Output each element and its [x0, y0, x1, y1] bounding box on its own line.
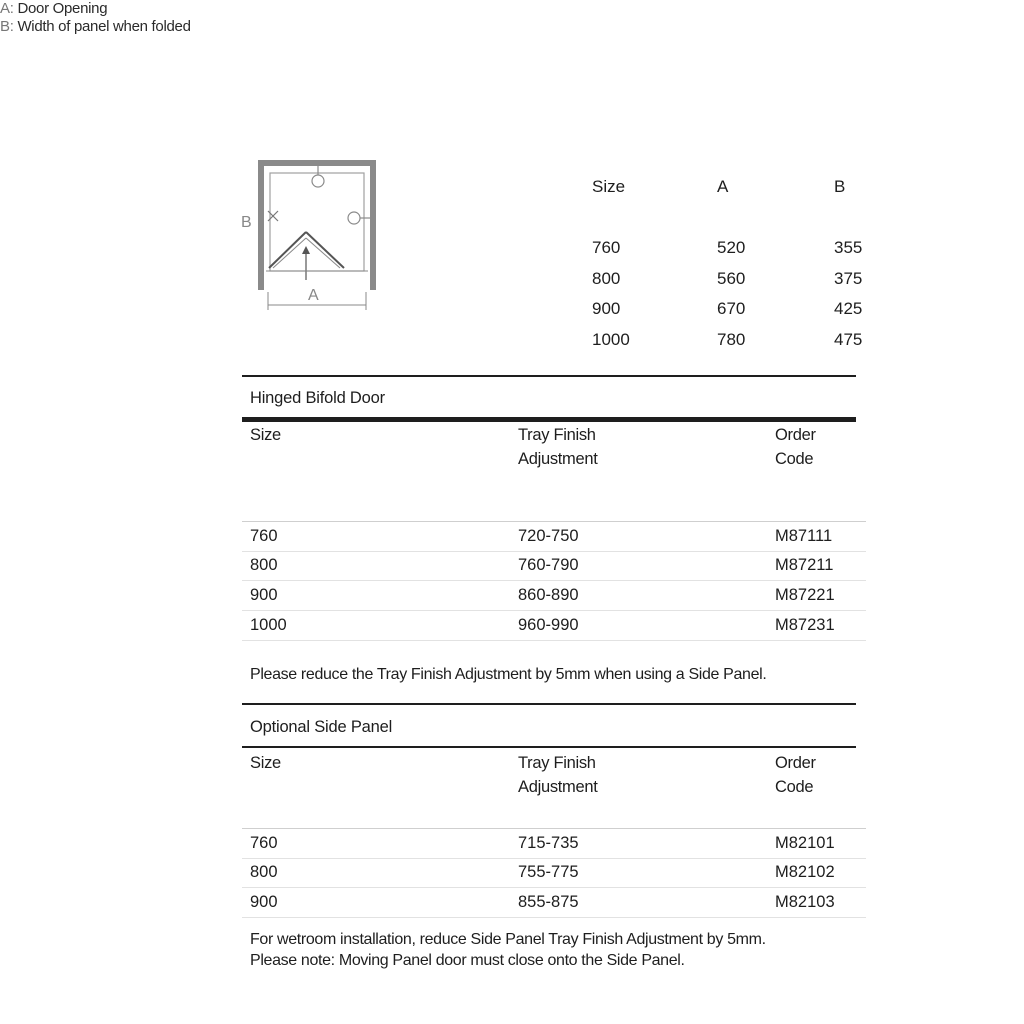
legend-item-a: A: Door Opening — [0, 0, 108, 17]
size-cell: 1000 — [250, 616, 287, 634]
side-header-order-line2: Code — [775, 778, 814, 796]
tray-cell: 760-790 — [518, 556, 579, 574]
table-row — [242, 828, 866, 859]
divider-thick — [242, 417, 856, 422]
side-header-order — [775, 751, 816, 799]
tray-cell: 720-750 — [518, 527, 579, 545]
diagram-label-a: A — [308, 287, 319, 304]
order-code-cell: M82103 — [775, 893, 835, 911]
side-header-tray-line1: Tray Finish — [518, 754, 596, 772]
order-code-cell: M82101 — [775, 834, 835, 852]
table-row — [242, 611, 866, 641]
hinged-header-order — [775, 423, 816, 471]
table-row — [242, 858, 866, 888]
dimensions-cell: 560 — [717, 268, 746, 288]
dimensions-cell: 355 — [834, 238, 863, 257]
dimensions-header-size: Size — [592, 177, 626, 196]
side-panel-note-line1: For wetroom installation, reduce Side Panel Tray Finish Adjustment by 5mm. — [250, 931, 766, 948]
table-row — [242, 581, 866, 611]
hinged-header-tray-line1: Tray Finish — [518, 426, 596, 444]
dimensions-header-a: A — [717, 177, 729, 196]
size-cell: 900 — [250, 586, 278, 604]
dimensions-cell: 475 — [834, 329, 863, 349]
hinged-header-tray — [518, 423, 598, 471]
table-row — [242, 521, 866, 552]
size-cell: 800 — [250, 863, 278, 881]
tray-cell: 960-990 — [518, 616, 579, 634]
dimensions-cell: 1000 — [592, 329, 630, 349]
hinged-note: Please reduce the Tray Finish Adjustment by 5mm when using a Side Panel. — [250, 666, 767, 683]
divider — [242, 703, 856, 705]
side-panel-title: Optional Side Panel — [250, 718, 393, 736]
side-header-size: Size — [250, 754, 281, 772]
tray-cell: 860-890 — [518, 586, 579, 604]
tray-cell: 855-875 — [518, 893, 579, 911]
tray-cell: 715-735 — [518, 834, 579, 852]
size-cell: 900 — [250, 893, 278, 911]
dimensions-cell: 780 — [717, 329, 746, 349]
size-cell: 760 — [250, 527, 278, 545]
dimensions-cell: 520 — [717, 238, 746, 257]
dimensions-size-column — [592, 177, 630, 355]
divider — [242, 375, 856, 377]
diagram-label-b: B — [241, 214, 252, 231]
table-row — [242, 888, 866, 918]
dimensions-header-b: B — [834, 177, 846, 196]
dimensions-cell: 375 — [834, 268, 863, 288]
hinged-header-size: Size — [250, 426, 281, 444]
side-header-tray — [518, 751, 598, 799]
diagram-legend — [0, 0, 1024, 36]
dimensions-cell: 670 — [717, 299, 746, 318]
tray-cell: 755-775 — [518, 863, 579, 881]
hinged-bifold-title: Hinged Bifold Door — [250, 389, 385, 407]
order-code-cell: M87111 — [775, 527, 833, 545]
divider — [242, 746, 856, 748]
side-header-order-line1: Order — [775, 754, 816, 772]
dimensions-cell: 900 — [592, 299, 621, 318]
side-panel-note — [250, 929, 766, 971]
dimensions-cell: 760 — [592, 238, 621, 257]
order-code-cell: M87231 — [775, 616, 835, 634]
dimensions-cell: 425 — [834, 299, 863, 318]
order-code-cell: M87211 — [775, 556, 834, 574]
dimensions-a-column — [717, 177, 745, 355]
side-header-tray-line2: Adjustment — [518, 778, 598, 796]
order-code-cell: M87221 — [775, 586, 835, 604]
hinged-header-order-line1: Order — [775, 426, 816, 444]
dimensions-cell: 800 — [592, 268, 621, 288]
hinged-header-order-line2: Code — [775, 450, 814, 468]
side-panel-note-line2: Please note: Moving Panel door must close onto the Side Panel. — [250, 952, 685, 969]
dimensions-b-column — [834, 177, 862, 355]
size-cell: 760 — [250, 834, 278, 852]
legend-item-b: B: Width of panel when folded — [0, 18, 191, 35]
hinged-header-tray-line2: Adjustment — [518, 450, 598, 468]
size-cell: 800 — [250, 556, 278, 574]
table-row — [242, 551, 866, 581]
order-code-cell: M82102 — [775, 863, 835, 881]
